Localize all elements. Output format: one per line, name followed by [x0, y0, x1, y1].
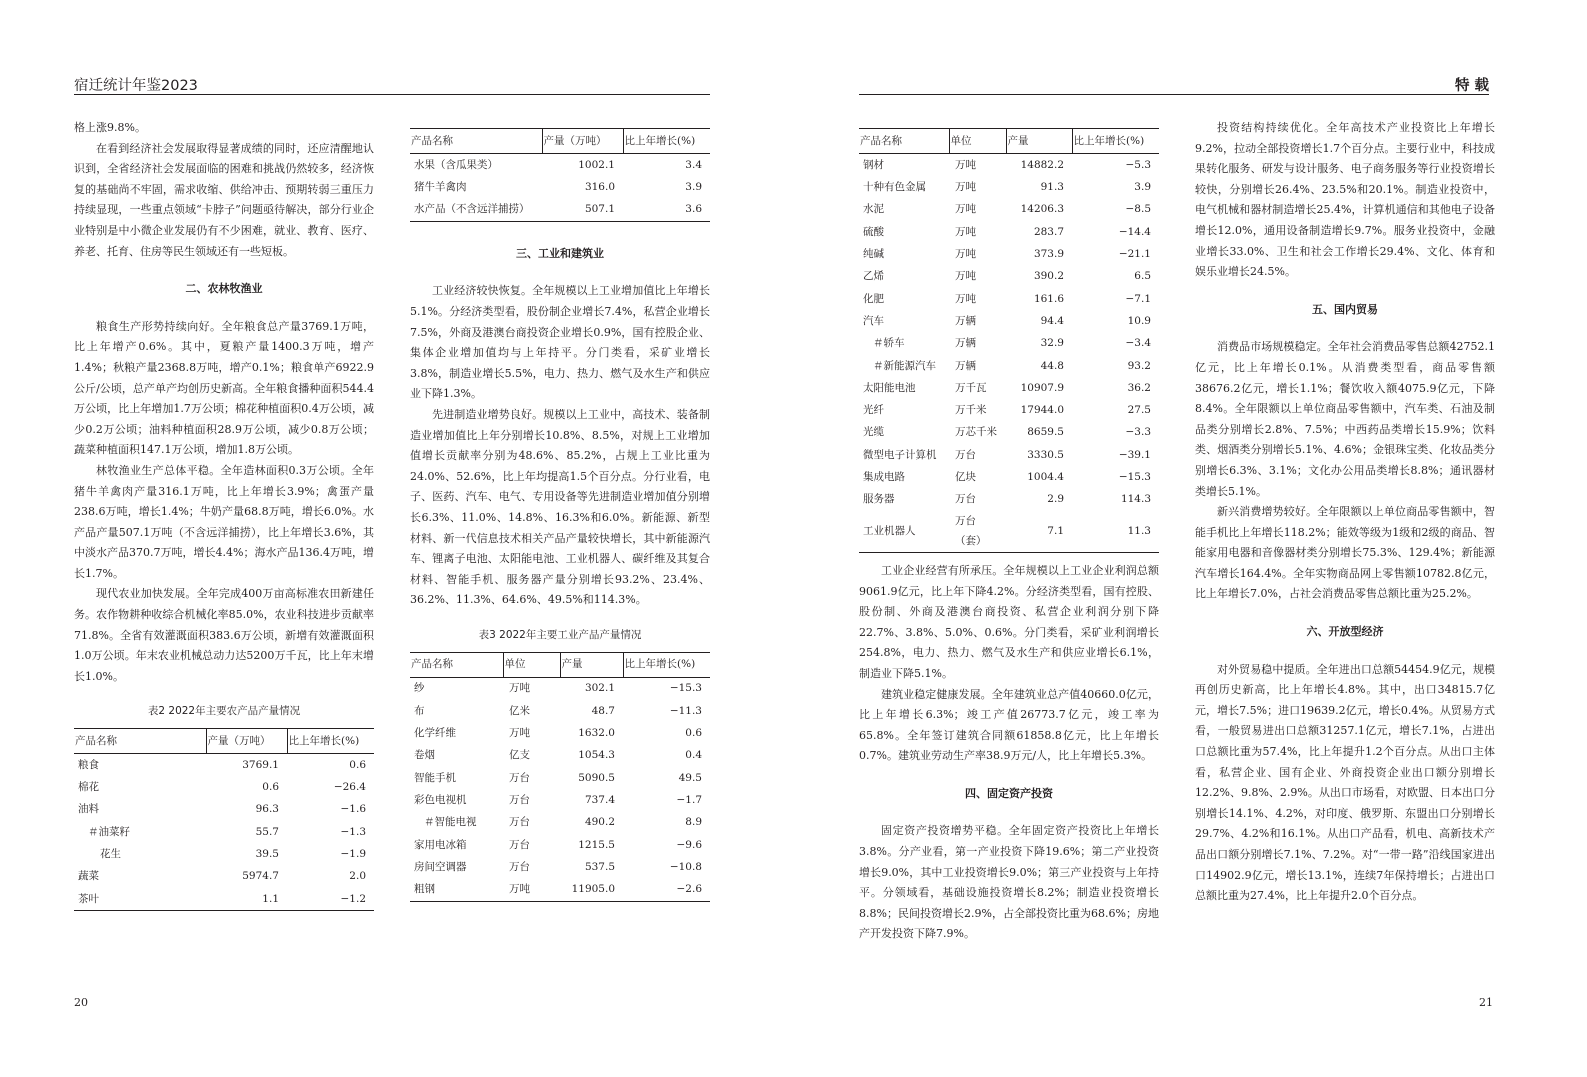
table-row: [410, 199, 710, 222]
table-row: [74, 754, 374, 777]
cell: 3769.1: [242, 758, 279, 771]
cell: 万台: [955, 493, 976, 506]
cell: 万吨: [955, 292, 976, 305]
cell: 14206.3: [1020, 203, 1064, 216]
table-row: [74, 888, 374, 911]
cell: 8659.5: [1027, 426, 1064, 439]
table-caption: 表3 2022年主要工业产品产量情况: [478, 628, 642, 641]
cell: 万吨: [955, 181, 976, 194]
cell: 537.5: [584, 860, 615, 873]
table-row: [74, 821, 374, 843]
cell: 7.1: [1006, 511, 1072, 553]
cell: 万辆: [955, 359, 976, 372]
column-header: 产量: [560, 652, 623, 677]
cell: 1.1: [206, 888, 287, 911]
cell: 化学纤维: [414, 727, 456, 740]
cell: 316.0: [584, 181, 615, 194]
cell: 房间空调器: [414, 860, 467, 873]
cell: 14882.2: [1020, 158, 1064, 171]
paragraph: 粮食生产形势持续向好。全年粮食总产量3769.1万吨，比上年增产0.6%。其中，夏粮产量1400.3万吨，增产1.4%；秋粮产量2368.8万吨，增产0.1%；粮食单产6922.9公斤/公顷，总产单产均创历史新高。全年粮食播种面积544.4万公顷，比上年增加1.7万公顷；棉花种植面积0.4万公顷，减少0.2万公顷；油料种植面积28.9万公顷，减少0.8万公顷；蔬菜种植面积147.1万公顷，增加1.8万公顷。: [74, 319, 374, 457]
table-row: [859, 355, 1159, 377]
cell: 5090.5: [578, 771, 615, 784]
cell: 6.5: [1134, 270, 1151, 283]
cell: −3.3: [1125, 426, 1151, 439]
table-row: [859, 288, 1159, 310]
cell: 乙烯: [863, 270, 884, 283]
paragraph: 对外贸易稳中提质。全年进出口总额54454.9亿元，规模再创历史新高，比上年增长4.8%。其中，出口34815.7亿元，增长7.5%；进口19639.2亿元，增长0.4%。从贸易方式看，一般贸易进出口总额31257.1亿元，增长7.1%，占进出口总额比重为57.4%，比上年提升1.2个百分点。从出口主体看，私营企业、国有企业、外商投资企业出口额分别增长12.2%、9.8%、2.9%。从出口市场看，对欧盟、日本出口分别增长14.1%、4.2%，对印度、俄罗斯、东盟出口分别增长29.7%、4.2%和16.1%。从出口产品看，机电、高新技术产品出口额分别增长7.1%、7.2%。对“一带一路”沿线国家进出口14902.9亿元，增长13.1%，连续7年保持增长；占进出口总额比重为27.4%，比上年提升2.0个百分点。: [1195, 662, 1495, 903]
table-row: [410, 878, 710, 901]
column-header: 产品名称: [410, 129, 542, 154]
cell: 万台: [509, 771, 530, 784]
header-rule: [74, 94, 710, 95]
cell: −3.4: [1125, 337, 1151, 350]
cell: −14.4: [1118, 225, 1151, 238]
cell: 2.9: [1047, 493, 1064, 506]
cell: 万芯千米: [955, 426, 997, 439]
table-row: [859, 332, 1159, 354]
cell: 汽车: [863, 314, 884, 327]
column-header: 产量: [1006, 129, 1072, 154]
paragraph: 工业企业经营有所承压。全年规模以上工业企业利润总额9061.9亿元，比上年下降4.2%。分经济类型看，国有控股、股份制、外商及港澳台商投资、私营企业利润分别下降22.7%、3.8%、5.0%、0.6%。分门类看，采矿业利润增长254.8%，电力、热力、燃气及水生产和供应业增长6.1%，制造业下降5.1%。: [859, 563, 1159, 680]
cell: 万辆: [955, 314, 976, 327]
cell: −15.3: [669, 682, 702, 695]
yearbook-title: 宿迁统计年鉴2023: [74, 78, 198, 94]
table-row: [74, 776, 374, 798]
table-row: [74, 843, 374, 865]
cell: 96.3: [255, 803, 279, 816]
cell: 48.7: [591, 704, 615, 717]
cell: 水产品（不含远洋捕捞）: [410, 199, 542, 222]
section-heading: 三、工业和建筑业: [516, 246, 604, 260]
cell: 粮食: [78, 758, 99, 771]
table-row: [410, 856, 710, 878]
cell: 油料: [78, 803, 99, 816]
paragraph: 工业经济较快恢复。全年规模以上工业增加值比上年增长5.1%。分经济类型看，股份制企业增长7.4%，私营企业增长7.5%，外商及港澳台商投资企业增长0.9%，国有控股企业、集体企业增加值均与上年持平。分门类看，采矿业增长3.8%，制造业增长5.5%，电力、热力、燃气及水生产和供应业下降1.3%。: [410, 284, 710, 401]
cell: 0.6: [262, 781, 279, 794]
paragraph: 新兴消费增势较好。全年限额以上单位商品零售额中，智能手机比上年增长118.2%；能效等级为1级和2级的商品、智能家用电器和音像器材类分别增长75.3%、129.4%；新能源汽车增长164.4%。全年实物商品网上零售额10782.8亿元，比上年增长7.0%，占社会消费品零售总额比重为25.2%。: [1195, 505, 1495, 601]
cell: 44.8: [1040, 359, 1064, 372]
cell: ＃智能电视: [424, 816, 477, 829]
paragraph: 建筑业稳定健康发展。全年建筑业总产值40660.0亿元，比上年增长6.3%；竣工产值26773.7亿元，竣工率为65.8%。全年签订建筑合同额61858.8亿元，比上年增长0.7%。建筑业劳动生产率38.9万元/人，比上年增长5.3%。: [859, 687, 1159, 763]
table-row: [74, 799, 374, 821]
paragraph: 消费品市场规模稳定。全年社会消费品零售总额42752.1亿元，比上年增长0.1%。从消费类型看，商品零售额38676.2亿元，增长1.1%；餐饮收入额4075.9亿元，下降8.4%。全年限额以上单位商品零售额中，汽车类、石油及制品类分别增长2.8%、7.5%；中西药品类增长15.9%；饮料类、烟酒类分别增长5.1%、4.6%；金银珠宝类、化妆品类分别增长6.3%、3.1%；文化办公用品类增长8.8%；通讯器材类增长5.1%。: [1195, 340, 1495, 498]
cell: 纱: [414, 682, 425, 695]
table-row: [410, 722, 710, 744]
cell: 1004.4: [1027, 471, 1064, 483]
cell: 2.0: [349, 870, 366, 883]
cell: −1.6: [340, 803, 366, 816]
table-row: [410, 744, 710, 766]
cell: 万吨: [503, 878, 560, 901]
cell: 万千瓦: [955, 381, 987, 394]
column-3: [859, 128, 1159, 945]
agri-products-table-cont: [410, 128, 710, 222]
column-header: 产品名称: [74, 729, 206, 754]
cell: 万台: [509, 816, 530, 829]
cell: 3.9: [685, 181, 702, 194]
table-row: [859, 399, 1159, 421]
column-header: 比上年增长(%): [287, 729, 374, 754]
column-1: [74, 118, 374, 911]
column-header: 产量（万吨）: [206, 729, 287, 754]
cell: ＃新能源汽车: [873, 359, 936, 372]
cell: 服务器: [863, 493, 895, 506]
cell: 水泥: [863, 203, 884, 216]
cell: 粗钢: [410, 878, 503, 901]
cell: 91.3: [1040, 181, 1064, 194]
table-row: [410, 176, 710, 198]
table-row: [410, 834, 710, 856]
cell: 8.9: [685, 816, 702, 829]
cell: 万吨: [955, 203, 976, 216]
cell: −26.4: [333, 781, 366, 794]
cell: 猪牛羊禽肉: [414, 181, 467, 194]
cell: 茶叶: [74, 888, 206, 911]
column-header: 单位: [949, 129, 1006, 154]
table-caption: 表2 2022年主要农产品产量情况: [147, 705, 301, 718]
table-row: [859, 154, 1159, 177]
cell: 十种有色金属: [863, 181, 926, 194]
cell: 737.4: [584, 793, 615, 806]
cell: 智能手机: [414, 771, 456, 784]
cell: 3.6: [623, 199, 710, 222]
column-header: 产品名称: [859, 129, 949, 154]
cell: 万台: [955, 448, 976, 461]
cell: 55.7: [255, 825, 279, 838]
cell: 0.6: [685, 727, 702, 740]
table-row: [410, 677, 710, 700]
column-header: 产品名称: [410, 652, 503, 677]
cell: 光缆: [863, 426, 884, 439]
cell: 花生: [100, 848, 121, 861]
column-2: [410, 128, 710, 902]
cell: 万吨: [955, 225, 976, 238]
cell: 万吨: [955, 158, 976, 171]
paragraph: 先进制造业增势良好。规模以上工业中，高技术、装备制造业增加值比上年分别增长10.8%、8.5%，对规上工业增加值增长贡献率分别为48.6%、85.2%，占规上工业比重为24.0%、52.6%，比上年均提高1.5个百分点。分行业看，电子、医药、汽车、电气、专用设备等先进制造业增加值分别增长6.3%、11.0%、14.8%、16.3%和6.0%。新能源、新型材料、新一代信息技术相关产品产量较快增长，其中新能源汽车、锂离子电池、太阳能电池、工业机器人、碳纤维及其复合材料、智能手机、服务器产量分别增长93.2%、23.4%、36.2%、11.3%、64.6%、49.5%和114.3%。: [410, 408, 710, 607]
cell: −39.1: [1118, 448, 1151, 461]
table-row: [410, 789, 710, 811]
cell: 283.7: [1033, 225, 1064, 238]
cell: −11.3: [669, 704, 702, 717]
table-row: [859, 176, 1159, 198]
cell: 万千米: [955, 404, 987, 417]
column-header: 比上年增长(%): [1072, 129, 1159, 154]
section-heading: 二、农林牧渔业: [185, 282, 263, 296]
cell: 太阳能电池: [863, 381, 916, 394]
cell: 39.5: [255, 848, 279, 861]
section-heading: 六、开放型经济: [1306, 625, 1384, 639]
cell: 373.9: [1033, 248, 1064, 261]
cell: 硫酸: [863, 225, 884, 238]
page-number: 21: [1479, 996, 1493, 1009]
column-header: 比上年增长(%): [623, 652, 710, 677]
cell: −8.5: [1125, 203, 1151, 216]
table-row: [410, 767, 710, 789]
cell: −21.1: [1118, 248, 1151, 261]
cell: 纯碱: [863, 248, 884, 261]
cell: 49.5: [678, 771, 702, 784]
cell: 490.2: [584, 816, 615, 829]
table-row: [410, 154, 710, 177]
column-header: 产量（万吨）: [542, 129, 623, 154]
table-row: [859, 444, 1159, 466]
paragraph: 林牧渔业生产总体平稳。全年造林面积0.3万公顷。全年猪牛羊禽肉产量316.1万吨，比上年增长3.9%；禽蛋产量238.6万吨，增长1.4%；牛奶产量68.8万吨，增长6.0%。水产品产量507.1万吨（不含远洋捕捞），比上年增长3.6%，其中淡水产品370.7万吨，增长4.4%；海水产品136.4万吨，增长1.7%。: [74, 463, 374, 580]
cell: 3.4: [685, 158, 702, 171]
cell: 卷烟: [414, 749, 435, 762]
column-header: 单位: [503, 652, 560, 677]
section-heading: 四、固定资产投资: [965, 786, 1053, 800]
cell: 1054.3: [578, 749, 615, 762]
cell: 蔬菜: [78, 870, 99, 883]
paragraph: 固定资产投资增势平稳。全年固定资产投资比上年增长3.8%。分产业看，第一产业投资下降19.6%；第二产业投资增长9.0%，其中工业投资增长9.0%；第三产业投资与上年持平。分领域看，基础设施投资增长8.2%；制造业投资增长8.8%；民间投资增长2.9%，占全部投资比重为68.6%；房地产开发投资下降7.9%。: [859, 824, 1159, 941]
table-row: [410, 700, 710, 722]
table-row: [859, 199, 1159, 221]
table-row: [859, 243, 1159, 265]
paragraph: 现代农业加快发展。全年完成400万亩高标准农田新建任务。农作物耕种收综合机械化率85.0%，农业科技进步贡献率71.8%。全省有效灌溉面积383.6万公顷，新增有效灌溉面积1.0万公顷。年末农业机械总动力达5200万千瓦，比上年末增长1.0%。: [74, 587, 374, 683]
cell: 工业机器人: [859, 511, 949, 553]
cell: 10907.9: [1020, 381, 1064, 394]
cell: ＃油菜籽: [88, 825, 130, 838]
table-row: [859, 422, 1159, 444]
cell: 万辆: [955, 337, 976, 350]
cell: 1002.1: [578, 158, 615, 171]
cell: 11905.0: [560, 878, 623, 901]
cell: 5974.7: [242, 870, 279, 883]
column-4: [1195, 118, 1495, 907]
page-number: 20: [74, 996, 88, 1009]
cell: 亿支: [509, 749, 530, 762]
cell: 水果（含瓜果类）: [414, 158, 498, 171]
cell: 家用电冰箱: [414, 838, 467, 851]
table-row: [859, 377, 1159, 399]
cell: 0.6: [349, 758, 366, 771]
cell: 万台: [509, 838, 530, 851]
table-row: [410, 811, 710, 833]
cell: 93.2: [1127, 359, 1151, 372]
header-rule: [859, 94, 1489, 95]
cell: −9.6: [676, 838, 702, 851]
cell: 94.4: [1040, 314, 1064, 327]
cell: 光纤: [863, 404, 884, 417]
cell: 万台: [509, 793, 530, 806]
section-heading: 五、国内贸易: [1312, 302, 1378, 316]
cell: 10.9: [1127, 314, 1151, 327]
industrial-products-table: [410, 652, 710, 902]
cell: 钢材: [863, 158, 884, 171]
cell: 集成电路: [863, 471, 905, 483]
cell: 微型电子计算机: [863, 448, 937, 461]
cell: 3.9: [1134, 181, 1151, 194]
cell: 0.4: [685, 749, 702, 762]
cell: 114.3: [1120, 493, 1151, 506]
cell: 万吨: [955, 270, 976, 283]
cell: 27.5: [1127, 404, 1151, 417]
column-header: 比上年增长(%): [623, 129, 710, 154]
cell: 1215.5: [578, 838, 615, 851]
left-page: [0, 0, 793, 1077]
table-row: [859, 488, 1159, 510]
cell: 彩色电视机: [414, 793, 467, 806]
cell: −7.1: [1125, 292, 1151, 305]
cell: 万吨: [509, 682, 530, 695]
table-row: [859, 265, 1159, 287]
cell: 302.1: [584, 682, 615, 695]
cell: −1.7: [676, 793, 702, 806]
cell: 棉花: [78, 781, 99, 794]
right-page: [793, 0, 1587, 1077]
cell: 布: [414, 704, 425, 717]
cell: 化肥: [863, 292, 884, 305]
paragraph: 在看到经济社会发展取得显著成绩的同时，还应清醒地认识到，全省经济社会发展面临的困难和挑战仍然较多，经济恢复的基础尚不牢固，需求收缩、供给冲击、预期转弱三重压力持续显现，一些重点领域“卡脖子”问题亟待解决，部分行业企业特别是中小微企业发展仍有不少困难，就业、教育、医疗、养老、托育、住房等民生领域还有一些短板。: [74, 141, 374, 258]
cell: 11.3: [1072, 511, 1159, 553]
paragraph: 格上涨9.8%。: [74, 121, 146, 134]
table-row: [859, 221, 1159, 243]
cell: 17944.0: [1020, 404, 1064, 417]
cell: −5.3: [1125, 158, 1151, 171]
cell: 万台（套）: [949, 511, 1006, 553]
cell: 3330.5: [1027, 448, 1064, 461]
table-row: [859, 466, 1159, 488]
cell: 亿米: [509, 704, 530, 717]
cell: −2.6: [623, 878, 710, 901]
cell: −15.3: [1118, 471, 1151, 483]
table-row: [859, 511, 1159, 553]
section-title: 特 载: [1454, 78, 1489, 94]
table-row: [859, 310, 1159, 332]
paragraph: 投资结构持续优化。全年高技术产业投资比上年增长9.2%，拉动全部投资增长1.7个百分点。主要行业中，科技成果转化服务、研发与设计服务、电子商务服务等行业投资增长较快，分别增长26.4%、23.5%和20.1%。制造业投资中，电气机械和器材制造增长25.4%，计算机通信和其他电子设备增长12.0%，通用设备制造增长9.7%。服务业投资中，金融业增长33.0%、卫生和社会工作增长29.4%、文化、体育和娱乐业增长24.5%。: [1195, 121, 1495, 279]
cell: 36.2: [1127, 381, 1151, 394]
cell: 32.9: [1040, 337, 1064, 350]
cell: −10.8: [669, 860, 702, 873]
table-row: [74, 866, 374, 888]
cell: 161.6: [1033, 292, 1064, 305]
industrial-products-table-cont: [859, 128, 1159, 553]
cell: 万吨: [509, 727, 530, 740]
cell: ＃轿车: [873, 337, 905, 350]
cell: 亿块: [955, 471, 976, 483]
cell: −1.2: [287, 888, 374, 911]
cell: 1632.0: [578, 727, 615, 740]
agri-products-table: [74, 728, 374, 911]
cell: 507.1: [542, 199, 623, 222]
cell: −1.9: [340, 848, 366, 861]
cell: 万台: [509, 860, 530, 873]
cell: −1.3: [340, 825, 366, 838]
cell: 390.2: [1033, 270, 1064, 283]
cell: 万吨: [955, 248, 976, 261]
